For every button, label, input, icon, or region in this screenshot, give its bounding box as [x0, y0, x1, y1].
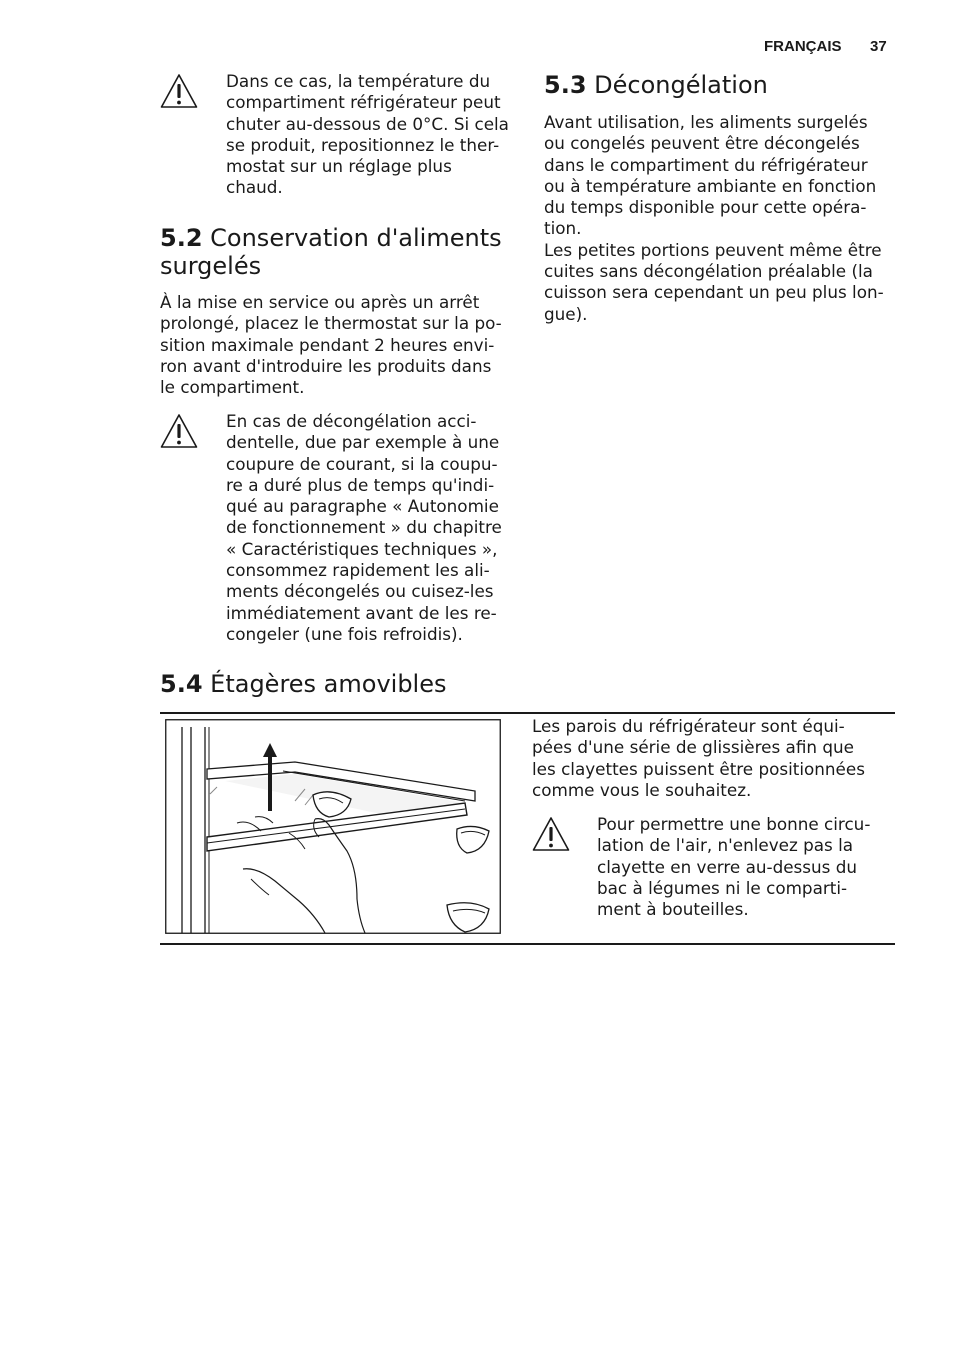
header-language: FRANÇAIS	[764, 38, 842, 55]
section-5-3-heading: 5.3 Décongélation	[544, 71, 768, 99]
section-5-4-body: Les parois du réfrigérateur sont équi- pées d'une série de glissières afin que les clayettes puissent être positionnées comme vous le souhaitez.	[532, 716, 865, 800]
section-5-4-top-rule	[160, 712, 895, 714]
warning-1-text: Dans ce cas, la température du compartiment réfrigérateur peut chuter au-dessous de 0°C. Si cela se produit, repositionnez le ther- mostat sur un réglage plus chaud.	[226, 71, 509, 198]
warning-triangle-icon	[160, 413, 198, 449]
section-5-2-heading: 5.2 Conservation d'aliments surgelés	[160, 224, 502, 280]
section-5-4-bottom-rule	[160, 943, 895, 945]
section-5-2-warning-text: En cas de décongélation acci- dentelle, due par exemple à une coupure de courant, si la coupu- re a duré plus de temps qu'indi- qué au paragraphe « Autonomie de fonctionnement » du chapitre « Caractéristiques techniques », consommez rapidement les ali- ments décongelés ou cuisez-les immédiatement avant de les re- congeler (une fois refroidis).	[226, 411, 502, 644]
section-5-4-heading: 5.4 Étagères amovibles	[160, 670, 447, 698]
warning-triangle-icon	[532, 816, 570, 852]
section-5-2-body: À la mise en service ou après un arrêt prolongé, placez le thermostat sur la po- sition maximale pendant 2 heures envi- ron avant d'introduire les produits dans le compartiment.	[160, 292, 502, 398]
page-number: 37	[870, 38, 887, 55]
section-5-4-warning-text: Pour permettre une bonne circu- lation de l'air, n'enlevez pas la clayette en verre au-dessus du bac à légumes ni le comparti- ment à bouteilles.	[597, 814, 871, 920]
warning-triangle-icon	[160, 73, 198, 109]
section-5-3-body: Avant utilisation, les aliments surgelés ou congelés peuvent être décongelés dans le compartiment du réfrigérateur ou à température ambiante en fonction du temps disponible pour cette opéra- tion. Les petites portions peuvent même être cuites sans décongélation préalable (la cuisson sera cependant un peu plus lon- gue).	[544, 112, 884, 324]
shelf-removal-illustration	[165, 719, 501, 934]
